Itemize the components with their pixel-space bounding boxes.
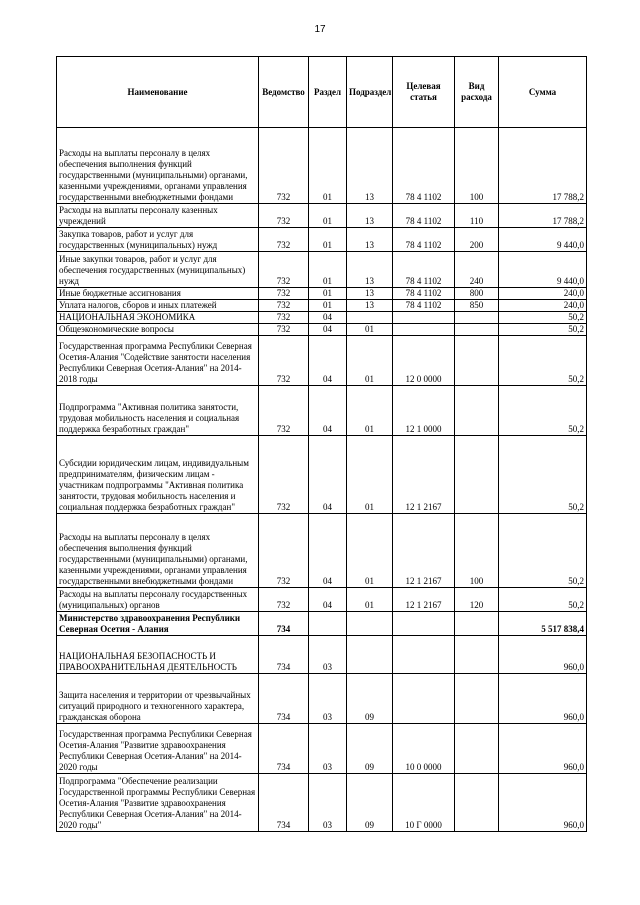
header-sum: Сумма xyxy=(499,57,587,128)
table-row xyxy=(57,252,587,288)
cell-vedomstvo: 734 xyxy=(259,724,309,774)
cell-name: НАЦИОНАЛЬНАЯ БЕЗОПАСНОСТЬ И ПРАВООХРАНИТЕЛЬНАЯ ДЕЯТЕЛЬНОСТЬ xyxy=(57,636,259,674)
cell-expense-type xyxy=(455,324,499,336)
cell-name: Расходы на выплаты персоналу государственных (муниципальных) органов xyxy=(57,588,259,612)
header-razdel: Раздел xyxy=(309,57,347,128)
cell-target-article: 12 1 2167 xyxy=(393,436,455,514)
cell-podrazdel: 09 xyxy=(347,774,393,832)
cell-razdel: 03 xyxy=(309,674,347,724)
cell-sum: 17 788,2 xyxy=(499,204,587,228)
cell-expense-type: 100 xyxy=(455,128,499,204)
cell-target-article xyxy=(393,612,455,636)
cell-razdel: 01 xyxy=(309,128,347,204)
table-row xyxy=(57,324,587,336)
table-header-row xyxy=(57,57,587,128)
table-row xyxy=(57,300,587,312)
cell-expense-type xyxy=(455,674,499,724)
cell-vedomstvo: 732 xyxy=(259,252,309,288)
cell-target-article: 12 1 0000 xyxy=(393,386,455,436)
cell-expense-type: 110 xyxy=(455,204,499,228)
cell-name: Расходы на выплаты персоналу в целях обеспечения выполнения функций государственными (муниципальными) органами, казенными учреждениями, органами управления государственными внебюджетными фондами xyxy=(57,514,259,588)
cell-razdel: 01 xyxy=(309,252,347,288)
table-row xyxy=(57,336,587,386)
cell-razdel xyxy=(309,612,347,636)
cell-sum: 9 440,0 xyxy=(499,228,587,252)
cell-vedomstvo: 732 xyxy=(259,288,309,300)
cell-sum: 50,2 xyxy=(499,312,587,324)
budget-table xyxy=(56,56,587,832)
cell-podrazdel: 01 xyxy=(347,336,393,386)
table-row xyxy=(57,436,587,514)
cell-sum: 50,2 xyxy=(499,324,587,336)
cell-podrazdel: 01 xyxy=(347,514,393,588)
table-row xyxy=(57,588,587,612)
cell-expense-type: 240 xyxy=(455,252,499,288)
cell-expense-type xyxy=(455,386,499,436)
page-number: 17 xyxy=(314,24,326,35)
header-podrazdel: Подраздел xyxy=(347,57,393,128)
cell-vedomstvo: 732 xyxy=(259,128,309,204)
cell-razdel: 04 xyxy=(309,436,347,514)
cell-target-article xyxy=(393,312,455,324)
cell-razdel: 01 xyxy=(309,288,347,300)
cell-razdel: 04 xyxy=(309,324,347,336)
cell-expense-type xyxy=(455,336,499,386)
cell-razdel: 04 xyxy=(309,336,347,386)
cell-podrazdel: 09 xyxy=(347,724,393,774)
cell-expense-type xyxy=(455,312,499,324)
table-row xyxy=(57,724,587,774)
cell-podrazdel: 13 xyxy=(347,204,393,228)
cell-name: НАЦИОНАЛЬНАЯ ЭКОНОМИКА xyxy=(57,312,259,324)
header-target-article: Целевая статья xyxy=(393,57,455,128)
cell-name: Уплата налогов, сборов и иных платежей xyxy=(57,300,259,312)
table-row xyxy=(57,774,587,832)
cell-sum: 960,0 xyxy=(499,636,587,674)
cell-target-article: 12 1 2167 xyxy=(393,588,455,612)
cell-podrazdel: 01 xyxy=(347,324,393,336)
table-row xyxy=(57,128,587,204)
cell-name: Государственная программа Республики Северная Осетия-Алания "Содействие занятости населения Республики Северная Осетия-Алания" на 2014-2018 годы xyxy=(57,336,259,386)
cell-sum: 50,2 xyxy=(499,386,587,436)
table-row xyxy=(57,386,587,436)
table-row xyxy=(57,514,587,588)
cell-vedomstvo: 732 xyxy=(259,312,309,324)
cell-sum: 960,0 xyxy=(499,674,587,724)
cell-vedomstvo: 732 xyxy=(259,324,309,336)
cell-sum: 9 440,0 xyxy=(499,252,587,288)
table-row xyxy=(57,228,587,252)
cell-target-article xyxy=(393,636,455,674)
cell-podrazdel: 09 xyxy=(347,674,393,724)
cell-expense-type: 120 xyxy=(455,588,499,612)
cell-podrazdel: 13 xyxy=(347,228,393,252)
cell-target-article: 12 1 2167 xyxy=(393,514,455,588)
cell-vedomstvo: 732 xyxy=(259,386,309,436)
cell-target-article: 78 4 1102 xyxy=(393,288,455,300)
cell-name: Иные закупки товаров, работ и услуг для обеспечения государственных (муниципальных) нужд xyxy=(57,252,259,288)
cell-sum: 50,2 xyxy=(499,436,587,514)
cell-expense-type xyxy=(455,612,499,636)
table-row xyxy=(57,612,587,636)
cell-razdel: 01 xyxy=(309,228,347,252)
cell-podrazdel: 13 xyxy=(347,128,393,204)
cell-sum: 240,0 xyxy=(499,300,587,312)
cell-razdel: 04 xyxy=(309,588,347,612)
header-expense-type: Вид расхода xyxy=(455,57,499,128)
cell-podrazdel: 13 xyxy=(347,252,393,288)
cell-vedomstvo: 734 xyxy=(259,612,309,636)
cell-name: Иные бюджетные ассигнования xyxy=(57,288,259,300)
cell-target-article: 10 Г 0000 xyxy=(393,774,455,832)
cell-target-article xyxy=(393,674,455,724)
cell-sum: 960,0 xyxy=(499,774,587,832)
cell-sum: 50,2 xyxy=(499,514,587,588)
cell-sum: 50,2 xyxy=(499,336,587,386)
cell-vedomstvo: 732 xyxy=(259,588,309,612)
cell-razdel: 01 xyxy=(309,300,347,312)
table-row xyxy=(57,312,587,324)
cell-sum: 5 517 838,4 xyxy=(499,612,587,636)
cell-target-article: 78 4 1102 xyxy=(393,300,455,312)
cell-vedomstvo: 732 xyxy=(259,204,309,228)
cell-razdel: 04 xyxy=(309,386,347,436)
cell-podrazdel: 01 xyxy=(347,588,393,612)
cell-expense-type xyxy=(455,436,499,514)
cell-vedomstvo: 732 xyxy=(259,228,309,252)
cell-name: Защита населения и территории от чрезвычайных ситуаций природного и техногенного характера, гражданская оборона xyxy=(57,674,259,724)
cell-name: Расходы на выплаты персоналу в целях обеспечения выполнения функций государственными (муниципальными) органами, казенными учреждениями, органами управления государственными внебюджетными фондами xyxy=(57,128,259,204)
cell-name: Государственная программа Республики Северная Осетия-Алания "Развитие здравоохранения Республики Северная Осетия-Алания" на 2014-2020 годы xyxy=(57,724,259,774)
cell-vedomstvo: 732 xyxy=(259,436,309,514)
cell-name: Подпрограмма "Обеспечение реализации Государственной программы Республики Северная Осетия-Алания "Развитие здравоохранения Республики Северная Осетия-Алания" на 2014-2020 годы" xyxy=(57,774,259,832)
cell-expense-type: 100 xyxy=(455,514,499,588)
cell-expense-type: 800 xyxy=(455,288,499,300)
cell-name: Министерство здравоохранения Республики Северная Осетия - Алания xyxy=(57,612,259,636)
cell-target-article: 12 0 0000 xyxy=(393,336,455,386)
cell-podrazdel: 01 xyxy=(347,436,393,514)
cell-vedomstvo: 732 xyxy=(259,336,309,386)
cell-expense-type xyxy=(455,774,499,832)
cell-podrazdel: 01 xyxy=(347,386,393,436)
cell-name: Расходы на выплаты персоналу казенных учреждений xyxy=(57,204,259,228)
header-name: Наименование xyxy=(57,57,259,128)
cell-target-article: 78 4 1102 xyxy=(393,204,455,228)
cell-podrazdel xyxy=(347,636,393,674)
cell-podrazdel xyxy=(347,312,393,324)
cell-name: Закупка товаров, работ и услуг для государственных (муниципальных) нужд xyxy=(57,228,259,252)
cell-expense-type xyxy=(455,724,499,774)
cell-expense-type: 200 xyxy=(455,228,499,252)
cell-sum: 240,0 xyxy=(499,288,587,300)
cell-target-article: 10 0 0000 xyxy=(393,724,455,774)
cell-vedomstvo: 732 xyxy=(259,300,309,312)
cell-podrazdel: 13 xyxy=(347,300,393,312)
cell-vedomstvo: 734 xyxy=(259,774,309,832)
cell-razdel: 03 xyxy=(309,774,347,832)
cell-expense-type: 850 xyxy=(455,300,499,312)
cell-sum: 50,2 xyxy=(499,588,587,612)
cell-vedomstvo: 734 xyxy=(259,674,309,724)
cell-sum: 17 788,2 xyxy=(499,128,587,204)
cell-vedomstvo: 734 xyxy=(259,636,309,674)
cell-razdel: 04 xyxy=(309,514,347,588)
cell-razdel: 03 xyxy=(309,636,347,674)
cell-expense-type xyxy=(455,636,499,674)
table-row xyxy=(57,674,587,724)
cell-razdel: 01 xyxy=(309,204,347,228)
table-row xyxy=(57,204,587,228)
cell-name: Общеэкономические вопросы xyxy=(57,324,259,336)
table-row xyxy=(57,288,587,300)
cell-razdel: 03 xyxy=(309,724,347,774)
cell-target-article: 78 4 1102 xyxy=(393,228,455,252)
cell-target-article xyxy=(393,324,455,336)
cell-sum: 960,0 xyxy=(499,724,587,774)
header-vedomstvo: Ведомство xyxy=(259,57,309,128)
cell-target-article: 78 4 1102 xyxy=(393,252,455,288)
table-row xyxy=(57,636,587,674)
cell-vedomstvo: 732 xyxy=(259,514,309,588)
cell-podrazdel xyxy=(347,612,393,636)
cell-name: Подпрограмма "Активная политика занятости, трудовая мобильность населения и социальная поддержка безработных граждан" xyxy=(57,386,259,436)
cell-target-article: 78 4 1102 xyxy=(393,128,455,204)
cell-name: Субсидии юридическим лицам, индивидуальным предпринимателям, физическим лицам - участникам подпрограммы "Активная политика занятости, трудовая мобильность населения и социальная поддержка безработных граждан" xyxy=(57,436,259,514)
cell-podrazdel: 13 xyxy=(347,288,393,300)
cell-razdel: 04 xyxy=(309,312,347,324)
